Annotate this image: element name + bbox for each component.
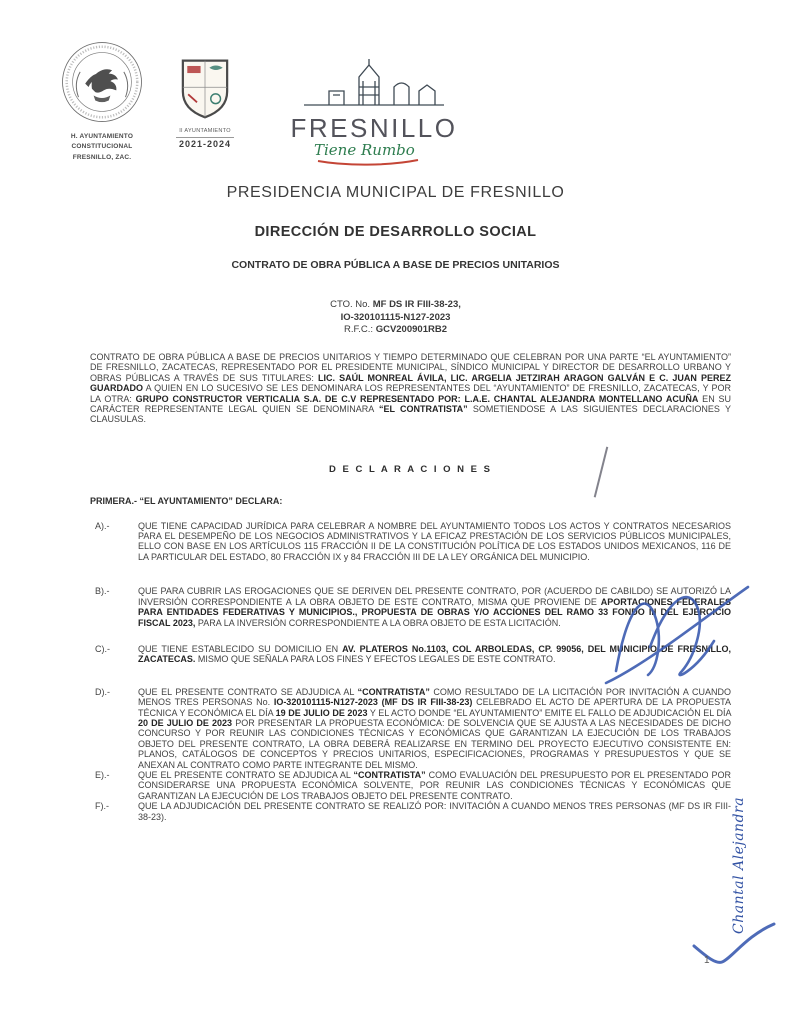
item-label: C).- (95, 643, 110, 654)
presidency-title: PRESIDENCIA MUNICIPAL DE FRESNILLO (226, 184, 565, 201)
fresnillo-tagline: Tiene Rumbo (314, 141, 415, 159)
contract-type-title: CONTRATO DE OBRA PÚBLICA A BASE DE PRECIOS UNITARIOS (231, 259, 560, 271)
item-text: QUE PARA CUBRIR LAS EROGACIONES QUE SE DERIVEN DEL PRESENTE CONTRATO, POR (ACUERDO DE CABILDO) SE AUTORIZÓ LA INVERSIÓN CORRESPONDIENTE A LA OBRA OBJETO DE ESTE CONTRATO, MISMA QUE PROVIENE DE APORTACIONES FEDERALES PARA ENTIDADES FEDERATIVAS Y MUNICIPIOS., PROPUESTA DE OBRAS Y/O ACCIONES DEL RAMO 33 FONDO III DEL EJERCICIO FISCAL 2023, PARA LA INVERSIÓN CORRESPONDIENTE A LA OBRA OBJETO DE ESTA LICITACIÓN. (138, 586, 732, 628)
item-text: QUE TIENE CAPACIDAD JURÍDICA PARA CELEBRAR A NOMBRE DEL AYUNTAMIENTO TODOS LOS ACTOS Y CONTRATOS NECESARIOS PARA EL DESEMPEÑO DE LOS NEGOCIOS ADMINISTRATIVOS Y LA EFICAZ PRESTACIÓN DE LOS SERVICIOS PÚBLICOS MUNICIPALES, ELLO CON BASE EN LOS ARTÍCULOS 115 FRACCIÓN II DE LA CONSTITUCIÓN POLÍTICA DE LOS ESTADOS UNIDOS MEXICANOS, 116 DE LA PARTICULAR DEL ESTADO, 80 FRACCIÓN IX y 84 FRACCIÓN III DE LA LEY ORGÁNICA DEL MUNICIPIO. (138, 520, 731, 562)
rfc-line: R.F.C.: GCV200901RB2 (344, 324, 447, 335)
item-text: QUE LA ADJUDICACIÓN DEL PRESENTE CONTRATO SE REALIZÓ POR: INVITACIÓN A CUANDO MENOS TRES PERSONAS (MF DS IR FIII-38-23). (138, 801, 731, 822)
declaration-item-a (90, 521, 731, 563)
item-label: A).- (95, 520, 110, 531)
item-text: QUE EL PRESENTE CONTRATO SE ADJUDICA AL “CONTRATISTA” COMO RESULTADO DE LA LICITACIÓN POR INVITACIÓN A CUANDO MENOS TRES PERSONAS No. IO-320101115-N127-2023 (MF DS IR FIII-38-23) CELEBRADO EL ACTO DE APERTURA DE LA PROPUESTA TÉCNICA Y ECONÓMICA EL DÍA 19 DE JULIO DE 2023 Y EL ACTO DONDE “EL AYUNTAMIENTO” EMITE EL FALLO DE ADJUDICACIÓN EL DÍA 20 DE JULIO DE 2023 POR PRESENTAR LA PROPUESTA ECONÓMICA: DE SOLVENCIA QUE SE AJUSTA A LAS NECESIDADES DE DICHO CONCURSO Y POR REUNIR LAS CONDICIONES TÉCNICAS Y ECONÓMICAS QUE GARANTIZAN LA EJECUCIÓN DE LOS TRABAJOS OBJETO DEL PRESENTE CONTRATO, LA OBRA DEBERÁ REALIZARSE EN TERMINO DEL PROYECTO EJECUTIVO CONSISTENTE EN: PLANOS, CATÁLOGOS DE CONCEPTOS Y PRECIOS UNITARIOS, ESPECIFICACIONES, PROGRAMAS Y PRESUPUESTOS Y QUE SE ANEXAN AL CONTRATO COMO PARTE INTEGRANTE DEL MISMO. (138, 686, 732, 770)
direction-title: DIRECCIÓN DE DESARROLLO SOCIAL (254, 224, 537, 240)
fresnillo-logo (274, 58, 474, 166)
contract-reference-block (0, 299, 791, 337)
item-text: QUE EL PRESENTE CONTRATO SE ADJUDICA AL “CONTRATISTA” COMO EVALUACIÓN DEL PRESUPUESTO POR EL PRESENTADO POR CONSIDERARSE UNA PROPUESTA ECONÓMICA SOLVENTE, POR REUNIR LAS CONDICIONES TÉCNICAS Y ECONÓMICAS QUE GARANTIZAN LA EJECUCIÓN DE LOS TRABAJOS OBJETO DEL PRESENTE CONTRATO. (138, 769, 731, 801)
declaration-item-f (90, 801, 731, 822)
signature-flourish (598, 575, 758, 690)
tender-number-line: IO-320101115-N127-2023 (340, 311, 451, 323)
seal-caption-line1: H. AYUNTAMIENTO (70, 133, 134, 140)
building-art-icon (299, 58, 449, 108)
item-label: E).- (95, 769, 110, 780)
seal-caption-line2: CONSTITUCIONAL (71, 143, 133, 151)
item-text: QUE TIENE ESTABLECIDO SU DOMICILIO EN AV. PLATEROS No.1103, COL ARBOLEDAS, CP. 99056, DEL MUNICIPIO DE FRESNILLO, ZACATECAS. MISMO QUE SEÑALA PARA LOS FINES Y EFECTOS LEGALES DE ESTE CONTRATO. (138, 643, 731, 665)
page-number: 1 (704, 955, 710, 966)
municipal-shield-block (162, 58, 248, 152)
primera-heading: PRIMERA.- “EL AYUNTAMIENTO” DECLARA: (90, 496, 283, 507)
intro-paragraph: CONTRATO DE OBRA PÚBLICA A BASE DE PRECIOS UNITARIOS Y TIEMPO DETERMINADO QUE CELEBRAN POR UNA PARTE “EL AYUNTAMIENTO” DE FRESNILLO, ZACATECAS, REPRESENTADO POR EL PRESIDENTE MUNICIPAL, SÍNDICO MUNICIPAL Y DIRECTOR DE DESARROLLO URBANO Y OBRAS PÚBLICAS A TRAVÉS DE SUS TITULARES: LIC. SAÚL MONREAL ÁVILA, LIC. ARGELIA JETZIRAH ARAGON GALVÁN E C. JUAN PEREZ GUARDADO A QUIEN EN LO SUCESIVO SE LES DENOMINARA LOS REPRESENTANTES DEL “AYUNTAMIENTO” DE FRESNILLO, ZACATECAS, Y POR LA OTRA: GRUPO CONSTRUCTOR VERTICALIA S.A. DE C.V REPRESENTADO POR: L.A.E. CHANTAL ALEJANDRA MONTELLANO ACUÑA EN SU CARÁCTER REPRESENTANTE LEGAL QUIEN SE DENOMINARA “EL CONTRATISTA” SOMETIENDOSE A LAS SIGUIENTES DECLARACIONES Y CLAUSULAS. (90, 352, 731, 425)
national-seal-block (52, 40, 152, 163)
signature-check (688, 918, 780, 970)
declaration-item-e (90, 770, 731, 801)
item-label: F).- (95, 801, 109, 812)
shield-icon (180, 58, 230, 120)
seal-caption-line3: FRESNILLO, ZAC. (72, 153, 132, 161)
header-logos (52, 40, 474, 166)
declaration-item-d (90, 687, 731, 770)
seal-caption (52, 132, 152, 163)
handwritten-name: Chantal Alejandra (731, 796, 747, 934)
fresnillo-tagline-block (274, 142, 474, 166)
item-label: D).- (95, 686, 110, 697)
tagline-swoosh-icon (316, 158, 420, 166)
contract-number-line: CTO. No. MF DS IR FIII-38-23, (330, 299, 461, 310)
shield-caption-line2: 2021-2024 (176, 137, 234, 149)
item-label: B).- (95, 586, 110, 597)
fresnillo-wordmark: FRESNILLO (290, 113, 458, 143)
eagle-seal-icon (60, 40, 144, 124)
shield-caption-line1: II AYUNTAMIENTO (179, 128, 231, 134)
declarations-heading: D E C L A R A C I O N E S (329, 463, 492, 475)
